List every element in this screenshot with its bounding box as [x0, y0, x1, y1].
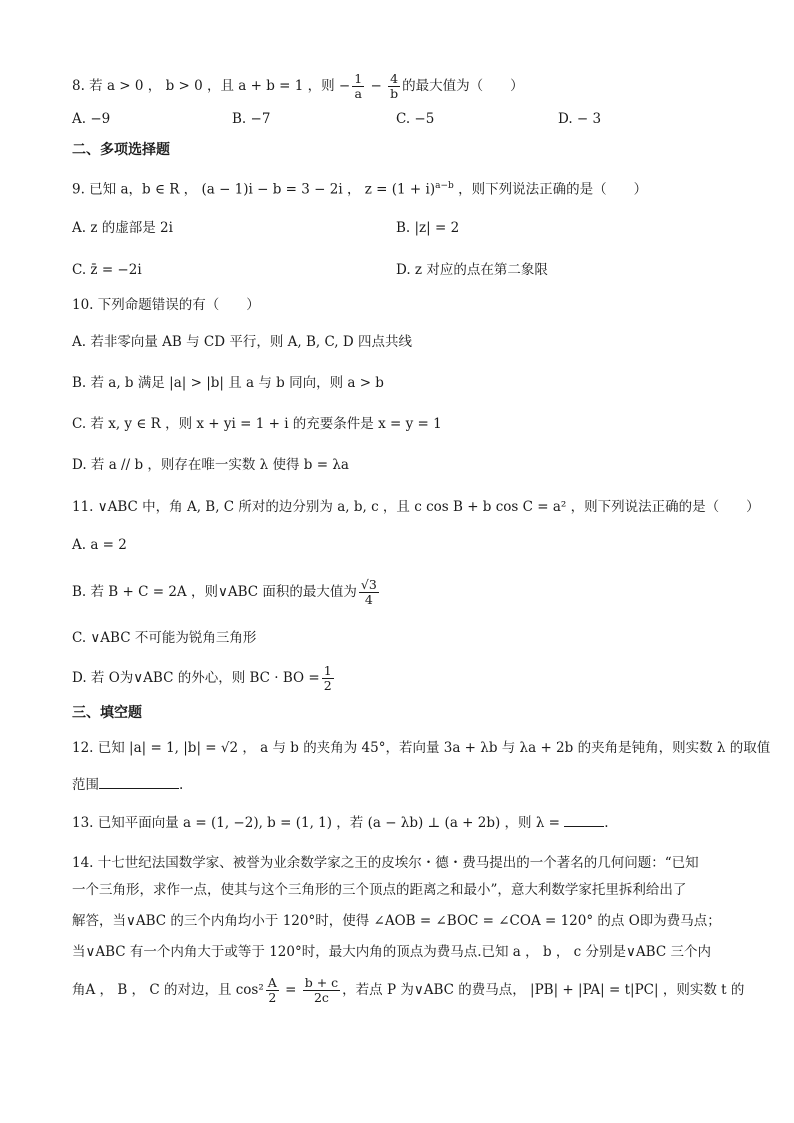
- q11-option-b: B. 若 B + C = 2A ，则∨ABC 面积的最大值为 $\frac{√3}{4}$: [72, 577, 377, 607]
- q14-frac-bc: $\frac{b + c}{2c}$: [304, 975, 339, 1005]
- q10-option-a: A. 若非零向量 AB 与 CD 平行，则 A, B, C, D 四点共线: [72, 334, 412, 350]
- q13-line: 13. 已知平面向量 a = (1, −2), b = (1, 1) ，若 (a − λb) ⊥ (a + 2b) ，则 λ = .: [72, 812, 609, 833]
- q8-stem: 8. 若 a > 0 ， b > 0 ，且 a + b = 1 ，则 − $\frac{1}{a}$ − $\frac{4}{b}$ 的最大值为（ ）: [72, 71, 524, 101]
- q10-option-c: C. 若 x, y ∈ R ，则 x + yi = 1 + i 的充要条件是 x = y = 1: [72, 416, 442, 432]
- q11-option-d: D. 若 O为∨ABC 的外心，则 BC · BO = $\frac{1}{2}$: [72, 663, 332, 693]
- q14-line-1: 14. 十七世纪法国数学家、被誉为业余数学家之王的皮埃尔・德・费马提出的一个著名的几何问题：“已知: [72, 855, 699, 871]
- q11-stem: 11. ∨ABC 中，角 A, B, C 所对的边分别为 a, b, c ，且 c cos B + b cos C = a² ，则下列说法正确的是（ ）: [72, 499, 760, 515]
- q10-option-b: B. 若 a, b 满足 |a| > |b| 且 a 与 b 同向，则 a > b: [72, 375, 384, 391]
- q8-option-d: D. − 3: [558, 111, 602, 127]
- section-multiple-choice-heading: 二、多项选择题: [72, 142, 170, 158]
- q9-option-d: D. z 对应的点在第二象限: [396, 262, 548, 278]
- q8-option-b: B. −7: [232, 111, 271, 127]
- q14-frac-a: $\frac{A}{2}$: [267, 975, 277, 1005]
- q8-frac-2: $\frac{4}{b}$: [390, 71, 399, 101]
- q11-d-frac: $\frac{1}{2}$: [323, 663, 332, 693]
- q12-line-1: 12. 已知 |a| = 1, |b| = √2 ， a 与 b 的夹角为 45°，若向量 3a + λb 与 λa + 2b 的夹角是钝角，则实数 λ 的取值: [72, 740, 771, 756]
- q12-line-2: 范围 .: [72, 774, 183, 795]
- q9-option-b: B. |z| = 2: [396, 220, 460, 236]
- section-fill-in-heading: 三、填空题: [72, 705, 142, 721]
- q10-option-d: D. 若 a // b ，则存在唯一实数 λ 使得 b = λa: [72, 457, 349, 473]
- q8-option-c: C. −5: [396, 111, 435, 127]
- q13-answer-blank[interactable]: [564, 812, 604, 827]
- q10-stem: 10. 下列命题错误的有（ ）: [72, 297, 260, 313]
- q14-line-4: 当∨ABC 有一个内角大于或等于 120°时，最大内角的顶点为费马点.已知 a ， b ， c 分别是∨ABC 三个内: [72, 944, 711, 960]
- q12-answer-blank[interactable]: [99, 774, 179, 789]
- q8-option-a: A. −9: [72, 111, 111, 127]
- q14-line-2: 一个三角形，求作一点，使其与这个三角形的三个顶点的距离之和最小”，意大利数学家托里拆利给出了: [72, 882, 687, 898]
- q9-option-c: C. z̄ = −2i: [72, 262, 142, 278]
- q11-b-frac: $\frac{√3}{4}$: [360, 577, 377, 607]
- q9-stem: 9. 已知 a，b ∈ R ， (a − 1)i − b = 3 − 2i ， $z = (1 + i)^{a-b}$ ，则下列说法正确的是（ ）: [72, 181, 648, 198]
- q14-line-3: 解答，当∨ABC 的三个内角均小于 120°时，使得 ∠AOB = ∠BOC = ∠COA = 120° 的点 O即为费马点；: [72, 913, 721, 929]
- q11-option-a: A. a = 2: [72, 537, 127, 553]
- q14-line-5: 角A ， B ， C 的对边，且 cos² $\frac{A}{2}$ = $\frac{b + c}{2c}$ ，若点 P 为∨ABC 的费马点， |PB| + |PA| = t|PC| ，则实数 t 的: [72, 975, 745, 1005]
- q9-option-a: A. z 的虚部是 2i: [72, 220, 173, 236]
- q11-option-c: C. ∨ABC 不可能为锐角三角形: [72, 630, 257, 646]
- q8-frac-1: $\frac{1}{a}$: [354, 71, 363, 101]
